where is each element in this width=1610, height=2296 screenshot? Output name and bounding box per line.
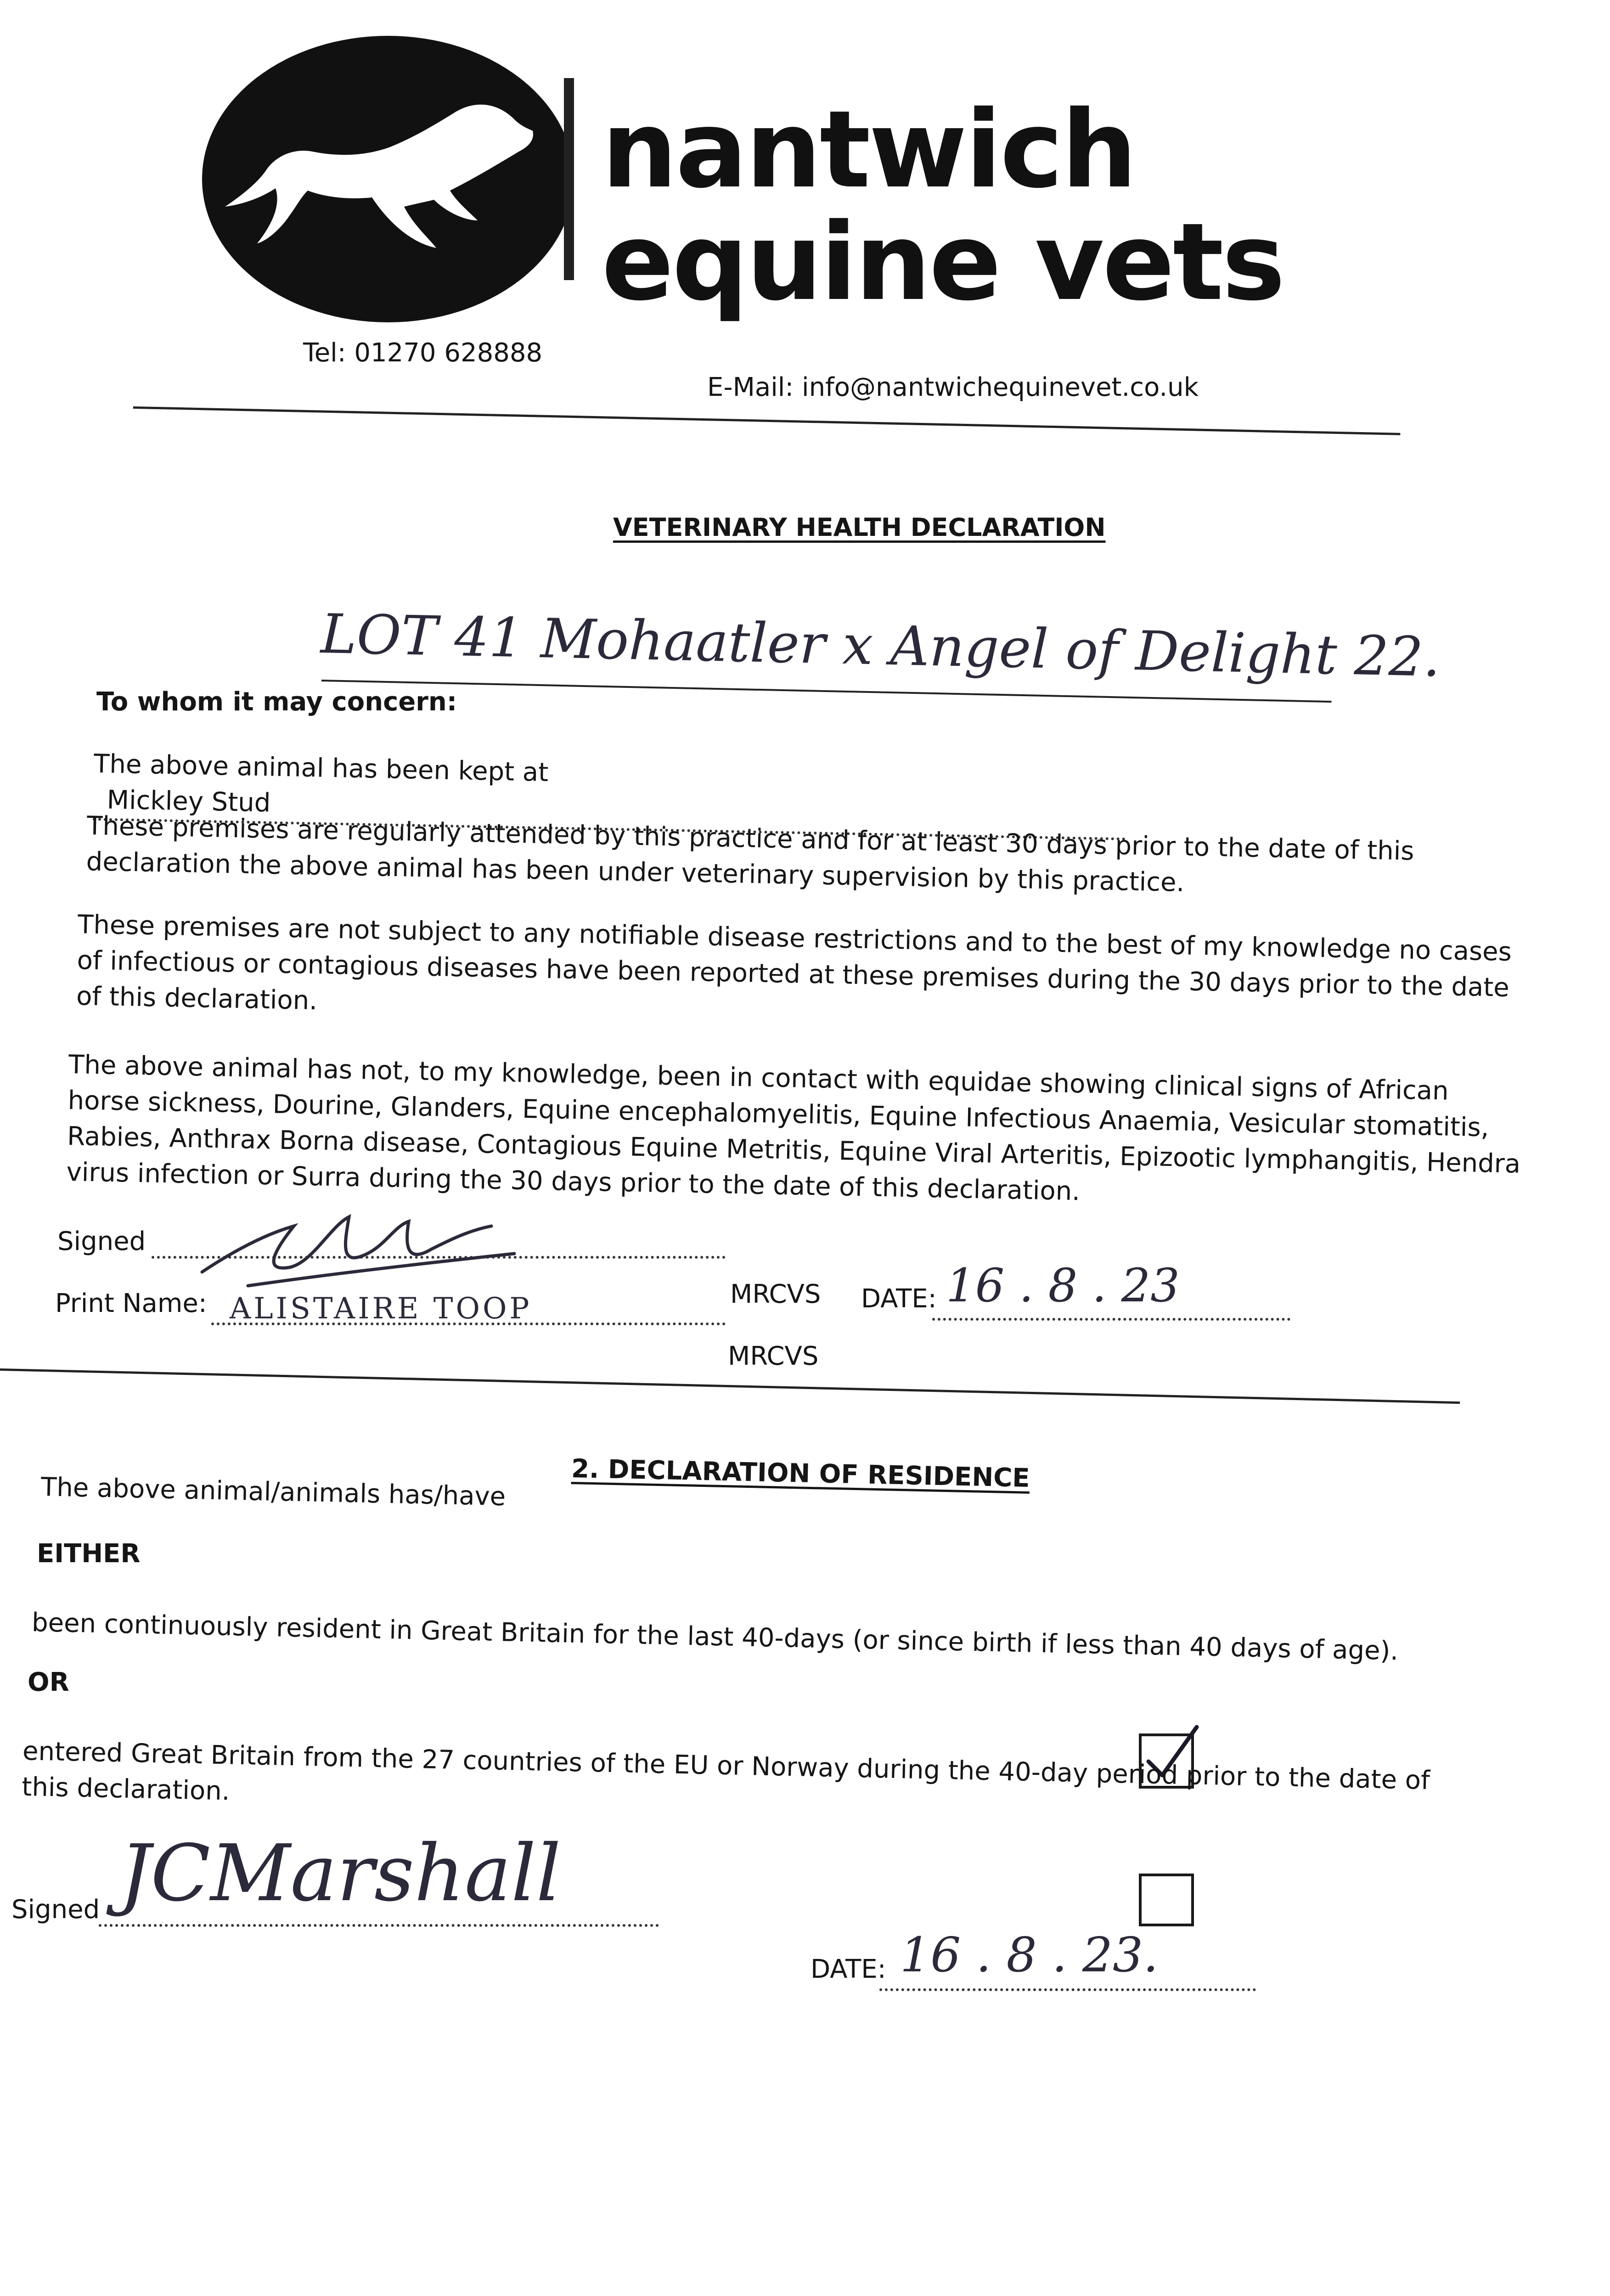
logo [197,32,579,326]
brand-line1: nantwich [602,88,1136,212]
brand-line2: equine vets [602,200,1283,324]
owner-date-value: 16 . 8 . 23. [900,1927,1159,1983]
print-name-mrcvs: MRCVS [728,1341,819,1371]
vet-date-label: DATE: [861,1284,937,1314]
owner-date-label: DATE: [811,1954,886,1984]
owner-signature: JCMarshall [119,1828,561,1919]
either-label: EITHER [37,1539,141,1569]
salutation: To whom it may concern: [96,687,457,717]
option-entered-checkbox[interactable] [1139,1874,1194,1926]
para-restrictions: These premises are not subject to any notifiable disease restrictions and to the best of my knowledge no cases of infectious or contagious diseases have been reported at these premises during the 30 days prior to the date of this declaration. [76,909,1512,1016]
residence-title: 2. DECLARATION OF RESIDENCE [571,1453,1030,1493]
owner-signature-line [99,1924,659,1927]
vet-date-value: 16 . 8 . 23 [946,1259,1180,1312]
premises-name: Mickley Stud [107,785,271,818]
para-contact: The above animal has not, to my knowledge, been in contact with equidae showing clinical signs of African horse sickness, Dourine, Glanders, Equine encephalomyelitis, Equine Infectious Anaemia, Vesicular stomatitis, Rabies, Anthrax Borna disease, Contagious Equine Metritis, Equine Viral Arteritis, Epizootic lymphangitis, Hendra virus infection or Surra during the 30 days prior to the date of this declaration. [66,1049,1521,1207]
option-resident: been continuously resident in Great Britain for the last 40-days (or since birth if less than 40 days of age). [31,1607,1399,1666]
print-name-value: ALISTAIRE TOOP [230,1292,532,1326]
vet-mrcvs: MRCVS [730,1279,821,1309]
kept-at-prefix: The above animal has been kept at [93,748,549,788]
signature-scribble-icon [193,1199,524,1300]
tel-number: Tel: 01270 628888 [303,338,543,368]
vet-date-line [932,1318,1290,1321]
owner-signed-label: Signed [11,1895,100,1925]
horse-logo-icon [197,32,579,326]
logo-divider [564,78,574,280]
print-name-label: Print Name: [55,1289,207,1318]
vet-signature [193,1199,524,1301]
header-divider [133,406,1400,435]
animal-identity: LOT 41 Mohaatler x Angel of Delight 22. [320,602,1441,689]
owner-date-line [879,1988,1256,1991]
health-title: VETERINARY HEALTH DECLARATION [613,513,1106,542]
residence-intro: The above animal/animals has/have [40,1472,506,1512]
email-address: E-Mail: info@nantwichequinevet.co.uk [707,372,1199,402]
option-entered: entered Great Britain from the 27 countries of the EU or Norway during the 40-day period prior to the date of this declaration. [21,1736,1430,1806]
or-label: OR [28,1667,69,1697]
para-supervision: These premises are regularly attended by this practice and for at least 30 days prior to the date of this declaration the above animal has been under veterinary supervision by this practice. [86,810,1415,898]
vet-signed-label: Signed [57,1227,146,1256]
